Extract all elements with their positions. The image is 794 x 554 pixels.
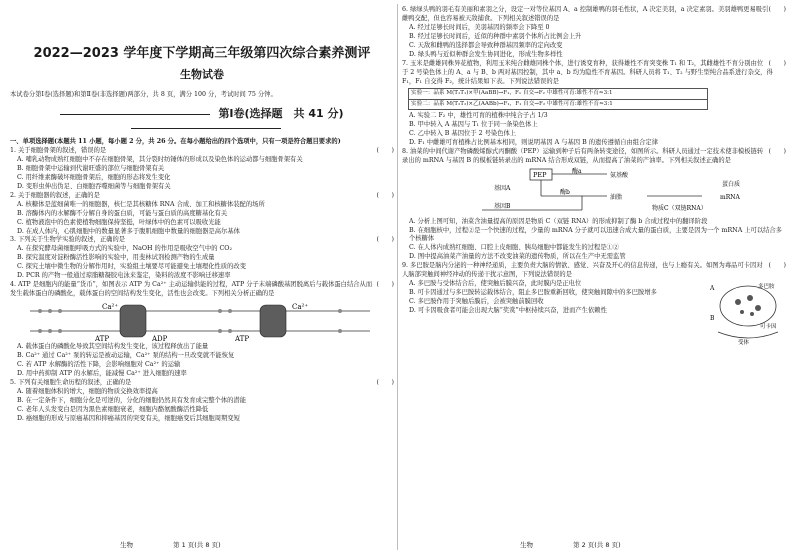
page-divider — [397, 4, 398, 550]
q7-results-table — [408, 88, 708, 110]
answer-bracket: ( ) — [768, 262, 786, 270]
question-stem: 3. 下列关于生物学实验的叙述，正确的是 — [10, 236, 126, 244]
option-c: C. 用纤维素酶破坏细胞骨架后，细胞的形态将发生变化 — [17, 173, 171, 181]
option-d: D. F₁ 中雌雄可育植株占比例基本相同，则说明基因 A 与基因 B 的遗传遵循自由组合定律 — [409, 138, 658, 146]
option-a: A. 经过足够长时间后，美羽基因的频率会下降至 0 — [409, 23, 550, 31]
question-2 — [10, 192, 394, 237]
fig9-label-dopamine: 多巴胺 — [758, 284, 775, 291]
fig8-label-substance-c: 物质C（双链RNA） — [652, 204, 707, 212]
option-a: A. 哺乳动物成熟红细胞中不存在细胞骨架，其分裂时纺锤体的形成以及染色体的运动都与细胞骨架有关 — [17, 156, 303, 163]
question-7 — [402, 60, 786, 148]
left-page — [10, 6, 394, 423]
exam-title: 2022—2023 学年度下学期高三年级第四次综合素养测评 — [33, 46, 371, 61]
subject-title: 生物试卷 — [180, 68, 224, 81]
volume-label: 第Ⅰ卷(选择题 共 41 分) — [218, 107, 344, 121]
table-row — [409, 99, 708, 109]
fig8-label-protein: 蛋白质 — [722, 180, 741, 188]
question-9 — [402, 262, 786, 347]
fig4-label-atp-2: ATP — [235, 335, 250, 343]
question-stem: 6. 绿绿头鸭的羽毛有美丽和素羽之分，设定一对等位基因 A、a 控制雄鸭的羽毛性状，A 决定美羽，a 决定素羽。美羽雄鸭更易吸引雌鸭交配，但也容易被天敌捕食。下列相关叙述错误的是 — [402, 6, 769, 22]
footer-page-number: 第 1 页(共 8 页) — [173, 541, 221, 549]
option-c: C. 乙中转入 B 基因位于 2 号染色体上 — [409, 129, 517, 137]
section-heading: 一、单项选择题(本题共 11 小题，每小题 2 分，共 26 分。在每小题给出的四个选项中，只有一项是符合题目要求的) — [10, 138, 341, 146]
q9-options — [402, 280, 702, 316]
option-d: D. 绿头鸭与近似种群会发生协同进化，形成生物多样性 — [409, 50, 563, 58]
option-d: D. 癌细胞的形成与原癌基因和抑癌基因的突变有关，细胞癌变后其细胞周期变短 — [17, 414, 240, 422]
option-b: B. 细胞骨架中运输到代谢旺盛的部位与细胞骨架有关 — [17, 164, 165, 172]
fig8-label-oil: 油脂 — [610, 193, 623, 201]
fig8-label-pep: PEP — [533, 170, 547, 179]
question-stem: 8. 油菜的中间代谢产物磷酸烯醇式丙酮酸（PEP）运输到种子后有两条转变途径，如图所示。科研人员通过一定技术使非模板链转录出的 mRNA 与基因 B 的模板链转录出的 mRNA 结合形成双链，从而提高了油菜的产油率。下列相关叙述正确的是 — [402, 147, 764, 164]
fig8-label-gene-a: 基因A — [494, 184, 511, 192]
option-b: B. 在一定条件下，细胞分化是可逆的，分化的细胞仍然具有发育成完整个体的潜能 — [17, 396, 247, 404]
option-b: B. 经过足够长时间后，近似的种群中素羽个体所占比例会上升 — [409, 32, 582, 40]
figure-q4-calcium-pump — [10, 299, 390, 343]
carrier-protein-1 — [120, 305, 146, 337]
question-6 — [402, 6, 786, 60]
answer-bracket: ( ) — [376, 236, 394, 244]
question-8 — [402, 148, 786, 263]
fig9-label-a: A — [710, 285, 715, 293]
figure-q8-pep-pathway — [402, 166, 782, 218]
option-d: D. 在成人体内，心肌细胞中的数量显著多于腹肌细胞中数量的细胞器是高尔基体 — [17, 227, 240, 235]
question-stem: 4. ATP 是细胞内的能量“货币”，如图表示 ATP 为 Ca²⁺ 主动运输供能的过程，ATP 分子末端磷酸基团脱离后与载体蛋白结合从而发生载体蛋白的磷酸化，载体蛋白的空间结构发生变化，活性也会改变。下列相关分析正确的是 — [10, 281, 373, 298]
answer-bracket: ( ) — [768, 147, 786, 155]
footer-left — [120, 540, 320, 549]
volume-rule-left — [60, 114, 210, 115]
carrier-protein-2 — [260, 305, 286, 337]
fig9-label-b: B — [710, 315, 715, 323]
fig4-label-atp-1: ATP — [95, 335, 110, 343]
question-1 — [10, 147, 394, 192]
option-b: B. Ca²⁺ 通过 Ca²⁺ 泵的转运是被动运输，Ca²⁺ 泵的结构一旦改变就不能恢复 — [17, 351, 235, 359]
table-cell: 实验一：品系 M(T₁T₁)×甲(AaBB)→F₁，F₁ 自交→F₂ 中雄性可育:雄性不育≈3:1 — [409, 89, 708, 99]
fig8-label-gene-b: 基因B — [494, 202, 511, 210]
option-a: A. 随着细胞体积的增大，细胞的物质交换效率提高 — [17, 387, 158, 395]
volume-rule-right — [131, 128, 281, 129]
fig4-label-ca-2: Ca²⁺ — [292, 303, 309, 311]
fig8-label-enzyme-b: 酶b — [560, 188, 570, 196]
answer-bracket: ( ) — [376, 281, 394, 289]
option-d: D. 用中药抑制 ATP 的水解后，能减慢 Ca²⁺ 进入细胞的速率 — [17, 369, 187, 377]
footer-subject: 生物 — [520, 541, 533, 549]
option-b: B. 探究温度对淀粉酶活性影响的实验中，用斐林试剂检测产物的生成量 — [17, 254, 215, 262]
option-b: B. 甲中转入 A 基因与 T₁ 位于同一条染色体上 — [409, 120, 538, 128]
footer-right — [520, 540, 720, 549]
answer-bracket: ( ) — [376, 378, 394, 386]
table-row — [409, 89, 708, 99]
footer-subject: 生物 — [120, 541, 133, 549]
question-4 — [10, 281, 394, 379]
option-c: C. 植物液泡中的色素使植物细胞保持坚挺，叶绿体中的色素可以吸收光能 — [17, 218, 221, 226]
footer-page-number: 第 2 页(共 8 页) — [573, 541, 621, 549]
volume-heading — [10, 105, 394, 134]
option-b: B. 可卡因通过与多巴胺转运载体结合，阻止多巴胺重新回收，使突触间隙中的多巴胺增多 — [409, 289, 657, 297]
option-a: A. 载体蛋白的磷酸化导致其空间结构发生变化，该过程释放出了能量 — [17, 343, 209, 350]
fig8-label-amino-acid: 氨基酸 — [610, 171, 629, 179]
option-c: C. 探究土壤中微生物的分解作用时，实验组土壤要尽可能避免土壤理化性质的改变 — [17, 263, 246, 271]
fig8-label-enzyme-a: 酶a — [572, 167, 582, 175]
figure-q9-synapse — [708, 280, 786, 346]
option-d: D. 图中提高油菜产油量的方法不改变油菜的遗传物质，所以在生产中无需监管 — [409, 253, 626, 261]
option-a: A. 在探究酵母菌细胞呼吸方式的实验中，NaOH 的作用是吸收空气中的 CO₂ — [17, 245, 232, 253]
fig9-label-receptor: 受体 — [738, 340, 750, 347]
question-5 — [10, 379, 394, 424]
question-stem: 5. 下列有关细胞生命历程的叙述，正确的是 — [10, 378, 132, 386]
fig4-label-ca-1: Ca²⁺ — [102, 303, 119, 311]
answer-bracket: ( ) — [768, 59, 786, 67]
option-d: D. 变形虫伸出伪足、白细胞吞噬细菌等与细胞骨架有关 — [17, 182, 171, 190]
q9-body — [402, 280, 786, 347]
question-stem: 2. 关于细胞器的叙述，正确的是 — [10, 191, 100, 199]
question-3 — [10, 236, 394, 281]
answer-bracket: ( ) — [768, 6, 786, 13]
table-cell: 实验二：品系 M(T₂T₂)×乙(AABb)→F₁，F₁ 自交→F₂ 中雄性可育:雄性不育≈3:1 — [409, 99, 708, 109]
option-d: D. PCR 的产物一般通过琼脂糖凝胶电泳来鉴定，染料的浓度不影响迁移速率 — [17, 272, 231, 280]
fig4-label-adp: ADP — [152, 335, 168, 343]
option-c: C. 天敌和雌鸭的选择都会导致种群基因频率的定向改变 — [409, 41, 563, 49]
answer-bracket: ( ) — [376, 147, 394, 155]
right-page — [402, 6, 786, 347]
option-c: C. 若 ATP 水解酶的活性下降，会影响细胞对 Ca²⁺ 的运输 — [17, 360, 181, 368]
question-stem: 9. 多巴胺是脑内分泌的一种神经递质，主要负责大脑的情欲、感觉、兴奋及开心的信息传递，也与上瘾有关。如图为毒品可卡因对人脑部突触间神经冲动的传递干扰示意图，下列说法错误的是 — [402, 262, 763, 279]
exam-instructions: 本试卷分第Ⅰ卷(选择题)和第Ⅱ卷(非选择题)两部分，共 8 页，满分 100 分，考试时间 75 分钟。 — [10, 91, 277, 98]
answer-bracket: ( ) — [376, 191, 394, 199]
option-a: A. 多巴胺与受体结合后，使突触后膜兴奋，此时膜内是正电位 — [409, 280, 582, 288]
option-b: B. 在细胞核中，过程②是一个快速的过程，少量的 mRNA 分子就可以迅速合成大量的蛋白质，主要是因为一个 mRNA 上可以结合多个核糖体 — [409, 226, 783, 243]
fig8-label-mrna: mRNA — [720, 193, 740, 201]
option-c: C. 在人体内成熟红细胞、口腔上皮细胞、胰岛细胞中都能发生的过程是①② — [409, 244, 620, 252]
option-a: A. 分析上图可知，油菜含油量提高的原因是物质 C（双链 RNA）的形成抑制了酶 b 合成过程中的翻译阶段 — [409, 217, 708, 225]
question-stem: 7. 玉米是雌雄同株异花植物，利用玉米纯合雌雄同株个体，进行诱变育种，获得雄性不育突变株 T₁ 和 T₂，其雌雄性不育分别由位于 2 号染色体上的 A、a 与 B、b 两对基因控制，其中 a、b 均为隐性不育基因。科研人员将 T₁、T₂ 与野生型纯合品系进行杂交，得 F₁，F₁ 自交得 F₂，统计结果如下表。下列说法错误的是 — [402, 59, 773, 85]
option-d: D. 可卡因吸食者可能会出现大脑“奖赏”中枢持续兴奋，进而产生依赖性 — [409, 306, 607, 314]
option-a: A. 核糖体是蓝细菌唯一的细胞器，核仁是其核糖体 RNA 合成、加工和核糖体装配的场所 — [17, 200, 265, 208]
fig9-label-cocaine: 可卡因 — [760, 324, 777, 331]
option-b: B. 溶酶体内的水解酶不分解自身的蛋白质，可能与蛋白质的高度糖基化有关 — [17, 209, 228, 217]
question-stem: 1. 关于细胞骨架的叙述，错误的是 — [10, 147, 107, 155]
option-c: C. 老年人头发变白是因为黑色素细胞衰老，细胞内酪氨酸酶活性降低 — [17, 405, 209, 413]
option-a: A. 实验二 F₂ 中，雄性可育的植株中纯合子占 1/3 — [409, 111, 548, 119]
option-c: C. 多巴胺作用于突触后膜后，会被突触前膜回收 — [409, 298, 544, 306]
